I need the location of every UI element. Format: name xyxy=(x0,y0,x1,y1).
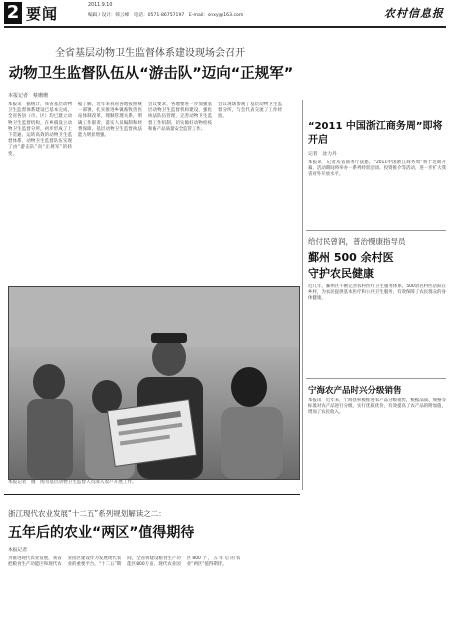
side-rule-2 xyxy=(306,378,446,379)
bottom-kicker: 浙江现代农业发展“十二五”系列规划解读之二： xyxy=(8,509,166,518)
section-name: 要闻 xyxy=(26,5,59,23)
lead-body-col-4: 会议现场参观了基层动物卫生监督分所，与会代表交流了工作经验。 xyxy=(218,102,282,120)
editor-line: 编辑 / 设计：韩云峰 电话：0571-86757197 E-mail：snxy@163.com xyxy=(88,13,244,18)
issue-date: 2011.9.10 xyxy=(88,3,113,8)
side-mid-body: 近几年，鄞州区不断完善农村医疗卫生服务体系，500余名村医活跃在乡村，为农民提供基本医疗和公共卫生服务，有效保障了农民群众的身体健康。 xyxy=(308,284,446,302)
paper-name: 农村信息报 xyxy=(384,7,444,20)
lead-body-col-2: 据了解，近年来我省各地按照统一部署，扎实推进乡镇畜牧兽医站体制改革，理顺管理关系，明确工作职责，落实人员编制和经费保障，基层动物卫生监督执法能力明显增强。 xyxy=(78,102,142,139)
lead-kicker: 全省基层动物卫生监督体系建设现场会召开 xyxy=(55,48,245,59)
lead-photo xyxy=(8,286,300,480)
side-bottom-headline: 宁海农产品时兴分级销售 xyxy=(308,386,402,396)
masthead-rule xyxy=(4,26,446,28)
photo-caption: 本报记者 摄 图为基层动物卫生监督人员深入农户开展工作。 xyxy=(8,480,137,485)
side-rule-1 xyxy=(306,230,446,231)
lead-headline: 动物卫生监督队伍从“游击队”迈向“正规军” xyxy=(8,66,294,82)
side-top-byline: 记者 沈力丹 xyxy=(308,152,337,157)
lead-byline: 本报记者 蔡珊珊 xyxy=(8,93,49,99)
side-bottom-body: 本报讯 近年来，宁海县积极推进农产品分级销售，根据品质、规格等标准对农产品进行分级，实行优质优价，有效提高了农产品的附加值，增加了农民收入。 xyxy=(308,398,446,416)
side-mid-headline-2: 守护农民健康 xyxy=(308,267,374,280)
side-mid-headline-1: 鄞州 500 余村医 xyxy=(308,251,394,264)
column-divider xyxy=(302,100,303,490)
bottom-byline: 本报记者 xyxy=(8,548,28,553)
bottom-body: 为推进现代农业发展，我省把粮食生产功能区和现代农业园区建设作为发展现代农业的重要平台。“十二五”期间，全省将建设粮食生产功能区800万亩、现代农业园区800个，五年后的农业“两区”值得期待。 xyxy=(8,556,241,568)
side-top-title: “2011 中国浙江商务周”即将开启 xyxy=(308,121,443,146)
lead-body-col-1: 本报讯 据统计，我省基层动物卫生监督体系建设已基本完成，全省各县（市、区）均已建立动物卫生监督机构，在乡镇设立动物卫生监督分所，初步形成了上下贯通、运转高效的动物卫生监督体系，动物卫生监督队伍实现了由“游击队”向“正规军”的转变。 xyxy=(8,102,72,157)
lead-photo-image xyxy=(9,287,299,479)
page-number: 2 xyxy=(4,2,22,24)
masthead xyxy=(0,0,450,26)
side-top-body: 本报讯 记者从省商务厅获悉，“2011中国浙江商务周”将于近期开幕，活动期间将举办一系列经贸洽谈、投资推介等活动，进一步扩大我省对外开放水平。 xyxy=(308,160,446,178)
bottom-headline: 五年后的农业“两区”值得期待 xyxy=(8,525,195,541)
bottom-story-rule xyxy=(4,494,300,495)
lead-body-col-3: 会议要求，各地要进一步加强基层动物卫生监督机构建设，强化执法队伍管理，完善动物卫生监督工作机制，切实做好动物检疫和畜产品质量安全监管工作。 xyxy=(148,102,212,132)
side-mid-kicker: 给付民曾润，普治慢康指导员 xyxy=(308,237,406,246)
